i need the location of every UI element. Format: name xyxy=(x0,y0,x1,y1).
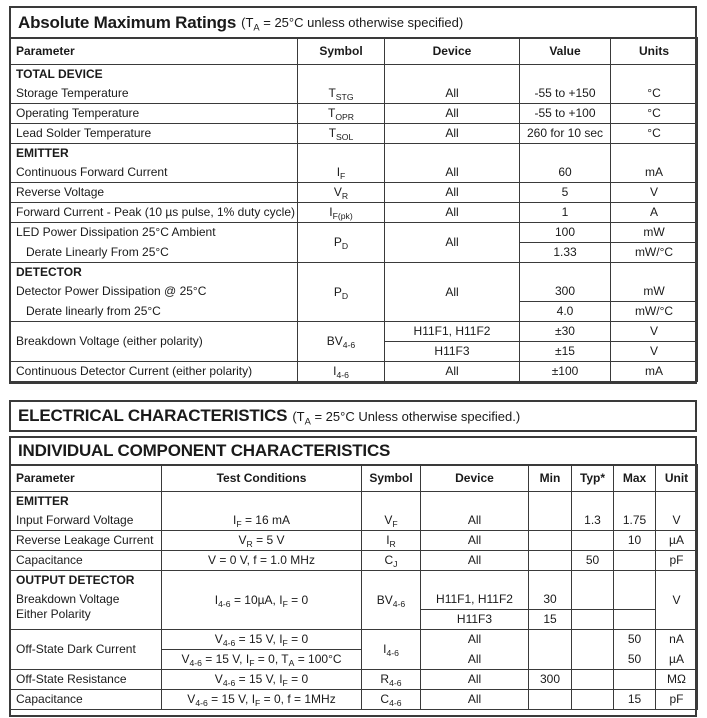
condition-cell xyxy=(162,630,362,650)
cond-prefix: (T xyxy=(292,408,305,424)
c-sub: 4-6 xyxy=(222,638,236,649)
sym-sub: SOL xyxy=(336,132,354,143)
empty-cell xyxy=(529,492,572,512)
value-cell: 300 xyxy=(520,282,611,302)
condition-cell xyxy=(162,650,362,670)
sym: BV xyxy=(376,592,393,607)
min-cell xyxy=(529,650,572,670)
symbol-cell xyxy=(298,183,385,203)
value-cell: 5 xyxy=(520,183,611,203)
table-row xyxy=(10,203,698,223)
sym: I xyxy=(329,205,333,219)
c: I xyxy=(214,592,219,607)
col-min: Min xyxy=(529,465,572,492)
max-cell xyxy=(614,551,656,571)
table-row xyxy=(10,531,698,551)
table-row xyxy=(10,551,698,571)
sym-sub: 4-6 xyxy=(336,370,349,381)
c: = 5 V xyxy=(252,533,285,547)
symbol-cell xyxy=(298,104,385,124)
symbol-cell xyxy=(298,163,385,183)
typ-cell xyxy=(572,531,614,551)
sym-sub: 4-6 xyxy=(342,340,356,351)
device-cell: All xyxy=(421,670,529,690)
empty-cell xyxy=(614,492,656,512)
c: = 0, f = 1MHz xyxy=(260,692,336,706)
param-cell: Reverse Voltage xyxy=(10,183,298,203)
c: = 15 V, I xyxy=(207,692,256,706)
c-sub: 4-6 xyxy=(222,678,236,689)
header-row xyxy=(10,465,698,492)
empty-cell xyxy=(572,492,614,512)
c: = 0 xyxy=(287,672,309,686)
symbol-cell xyxy=(362,531,421,551)
unit-cell: V xyxy=(611,342,698,362)
empty-cell xyxy=(611,65,698,85)
condition-cell: V = 0 V, f = 1.0 MHz xyxy=(162,551,362,571)
table-row xyxy=(10,104,698,124)
device-cell: All xyxy=(385,84,520,104)
typ-cell: 50 xyxy=(572,551,614,571)
c-sub: 4-6 xyxy=(218,598,231,609)
c: = 0, T xyxy=(254,652,289,666)
col-test-conditions: Test Conditions xyxy=(162,465,362,492)
min-cell: 15 xyxy=(529,610,572,630)
empty-cell xyxy=(362,492,421,512)
table-row xyxy=(10,183,698,203)
col-units: Units xyxy=(611,38,698,65)
header-row xyxy=(10,38,698,65)
individual-table xyxy=(9,464,698,710)
symbol-cell xyxy=(298,124,385,144)
param-cell: Reverse Leakage Current xyxy=(10,531,162,551)
symbol-cell xyxy=(298,84,385,104)
col-symbol: Symbol xyxy=(298,38,385,65)
c: = 0 xyxy=(287,632,309,646)
unit-cell: µA xyxy=(656,531,698,551)
c: = 15 V, I xyxy=(201,652,250,666)
unit-cell: nA xyxy=(656,630,698,650)
c: V xyxy=(214,632,223,646)
unit-cell: mW/°C xyxy=(611,302,698,322)
section-total-device: TOTAL DEVICE xyxy=(10,65,298,85)
symbol-cell xyxy=(298,322,385,362)
device-cell: All xyxy=(385,203,520,223)
device-cell: All xyxy=(385,104,520,124)
param-cell: Breakdown Voltage (either polarity) xyxy=(10,322,298,362)
unit-cell: °C xyxy=(611,124,698,144)
empty-cell xyxy=(611,144,698,164)
param-cell: Continuous Forward Current xyxy=(10,163,298,183)
c-sub: F xyxy=(282,678,288,689)
empty-cell xyxy=(520,144,611,164)
value-cell: -55 to +150 xyxy=(520,84,611,104)
typ-cell xyxy=(572,690,614,710)
max-cell: 15 xyxy=(614,690,656,710)
c: V xyxy=(214,672,223,686)
table-row xyxy=(10,163,698,183)
cond-suffix: = 25°C Unless otherwise specified.) xyxy=(310,408,521,424)
unit-cell: pF xyxy=(656,690,698,710)
param-cell: Off-State Dark Current xyxy=(10,630,162,670)
unit-cell: mA xyxy=(611,362,698,382)
max-cell: 50 xyxy=(614,650,656,670)
value-cell: 4.0 xyxy=(520,302,611,322)
device-cell: All xyxy=(385,223,520,263)
sym-sub: 4-6 xyxy=(392,598,406,609)
typ-cell: 1.3 xyxy=(572,511,614,531)
max-cell xyxy=(614,590,656,610)
value-cell: ±30 xyxy=(520,322,611,342)
unit-cell: mA xyxy=(611,163,698,183)
unit-cell: MΩ xyxy=(656,670,698,690)
sym: I xyxy=(336,165,341,179)
abs-max-table xyxy=(9,37,698,382)
device-cell: All xyxy=(385,163,520,183)
sym-sub: 4-6 xyxy=(386,648,399,659)
empty-cell xyxy=(421,571,529,591)
unit-cell: V xyxy=(656,571,698,630)
sym: I xyxy=(333,364,337,378)
col-device: Device xyxy=(385,38,520,65)
value-cell: 260 for 10 sec xyxy=(520,124,611,144)
section-emitter: EMITTER xyxy=(10,492,162,512)
unit-cell: mW xyxy=(611,223,698,243)
param-cell: Off-State Resistance xyxy=(10,670,162,690)
unit-cell: °C xyxy=(611,84,698,104)
value-cell: 60 xyxy=(520,163,611,183)
condition-cell xyxy=(162,511,362,531)
table-row xyxy=(10,670,698,690)
unit-cell: mW xyxy=(611,282,698,302)
electrical-title: ELECTRICAL CHARACTERISTICS xyxy=(18,406,288,425)
param-cell: Operating Temperature xyxy=(10,104,298,124)
device-cell: All xyxy=(421,551,529,571)
min-cell xyxy=(529,511,572,531)
symbol-cell xyxy=(362,630,421,670)
device-cell: H11F3 xyxy=(421,610,529,630)
unit-cell: µA xyxy=(656,650,698,670)
typ-cell xyxy=(572,650,614,670)
col-parameter: Parameter xyxy=(10,465,162,492)
param-cell: Input Forward Voltage xyxy=(10,511,162,531)
sym: C xyxy=(384,553,394,567)
device-cell: All xyxy=(385,263,520,322)
empty-cell xyxy=(385,144,520,164)
sym: P xyxy=(333,284,342,299)
abs-max-title: Absolute Maximum Ratings xyxy=(18,12,237,32)
col-symbol: Symbol xyxy=(362,465,421,492)
sym-sub: 4-6 xyxy=(389,698,402,709)
section-row xyxy=(10,65,698,85)
sym: I xyxy=(386,533,390,547)
condition-cell xyxy=(162,571,362,630)
value-cell: 1.33 xyxy=(520,243,611,263)
section-detector: DETECTOR xyxy=(10,263,298,283)
sym: V xyxy=(384,513,393,527)
symbol-cell xyxy=(298,203,385,223)
sym: R xyxy=(380,672,390,686)
col-typ: Typ* xyxy=(572,465,614,492)
max-cell: 1.75 xyxy=(614,511,656,531)
device-cell: All xyxy=(421,630,529,650)
unit-cell: V xyxy=(656,511,698,531)
empty-cell xyxy=(162,492,362,512)
sym-sub: OPR xyxy=(335,112,355,123)
cond-suffix: = 25°C unless otherwise specified) xyxy=(259,15,464,30)
empty-cell xyxy=(298,144,385,164)
param-cell: LED Power Dissipation 25°C Ambient xyxy=(10,223,298,243)
param-cell xyxy=(10,590,162,630)
condition-cell xyxy=(162,690,362,710)
max-cell xyxy=(614,610,656,630)
symbol-cell xyxy=(298,263,385,322)
param-cell: Capacitance xyxy=(10,690,162,710)
empty-cell xyxy=(572,571,614,591)
param-cell: Lead Solder Temperature xyxy=(10,124,298,144)
table-row xyxy=(10,124,698,144)
min-cell xyxy=(529,630,572,650)
sym: V xyxy=(333,185,342,199)
c: = 15 V, I xyxy=(235,672,283,686)
typ-cell xyxy=(572,590,614,610)
device-cell: H11F3 xyxy=(385,342,520,362)
min-cell xyxy=(529,690,572,710)
param-cell: Forward Current - Peak (10 µs pulse, 1% duty cycle) xyxy=(10,203,298,223)
device-cell: All xyxy=(421,690,529,710)
device-cell: H11F1, H11F2 xyxy=(385,322,520,342)
symbol-cell xyxy=(362,571,421,630)
value-cell: -55 to +100 xyxy=(520,104,611,124)
param-cell: Derate Linearly From 25°C xyxy=(10,243,298,263)
c-sub: 4-6 xyxy=(195,698,208,709)
electrical-title-bar xyxy=(9,400,697,432)
param-line: Breakdown Voltage xyxy=(16,592,120,606)
col-max: Max xyxy=(614,465,656,492)
symbol-cell xyxy=(362,690,421,710)
c: V xyxy=(238,533,247,547)
table-row xyxy=(10,223,698,243)
value-cell: ±100 xyxy=(520,362,611,382)
col-parameter: Parameter xyxy=(10,38,298,65)
sym-sub: F(pk) xyxy=(332,211,353,222)
param-line: Either Polarity xyxy=(16,607,91,621)
min-cell xyxy=(529,531,572,551)
param-cell: Detector Power Dissipation @ 25°C xyxy=(10,282,298,302)
table-row xyxy=(10,511,698,531)
table-row xyxy=(10,362,698,382)
symbol-cell xyxy=(298,362,385,382)
c-sub: R xyxy=(246,539,253,550)
table-row xyxy=(10,690,698,710)
sym-sub: F xyxy=(392,519,398,530)
condition-cell xyxy=(162,670,362,690)
sym-sub: J xyxy=(393,559,398,570)
section-emitter: EMITTER xyxy=(10,144,298,164)
unit-cell: V xyxy=(611,183,698,203)
section-row xyxy=(10,144,698,164)
individual-title-bar xyxy=(9,436,697,466)
max-cell: 50 xyxy=(614,630,656,650)
device-cell: All xyxy=(385,362,520,382)
device-cell: All xyxy=(385,124,520,144)
symbol-cell xyxy=(362,511,421,531)
value-cell: ±15 xyxy=(520,342,611,362)
empty-cell xyxy=(614,571,656,591)
empty-cell xyxy=(529,571,572,591)
empty-cell xyxy=(385,65,520,85)
col-unit: Unit xyxy=(656,465,698,492)
device-cell: H11F1, H11F2 xyxy=(421,590,529,610)
sym-sub: D xyxy=(341,241,349,252)
c-sub: F xyxy=(282,598,288,609)
sym-sub: D xyxy=(341,290,349,301)
param-cell: Continuous Detector Current (either polarity) xyxy=(10,362,298,382)
c: I xyxy=(233,513,237,527)
electrical-condition xyxy=(292,409,520,424)
c-sub: F xyxy=(236,519,242,530)
max-cell: 10 xyxy=(614,531,656,551)
unit-cell: V xyxy=(611,322,698,342)
value-cell: 1 xyxy=(520,203,611,223)
col-value: Value xyxy=(520,38,611,65)
sym: C xyxy=(380,692,390,706)
device-cell: All xyxy=(421,650,529,670)
sym-sub: R xyxy=(341,191,349,202)
c: = 0 xyxy=(287,592,309,607)
min-cell: 30 xyxy=(529,590,572,610)
cond-prefix: (T xyxy=(241,15,254,30)
device-cell: All xyxy=(421,531,529,551)
symbol-cell xyxy=(362,551,421,571)
c-sub: F xyxy=(255,698,261,709)
table-row xyxy=(10,630,698,650)
empty-cell xyxy=(656,492,698,512)
typ-cell xyxy=(572,670,614,690)
param-cell: Storage Temperature xyxy=(10,84,298,104)
section-row xyxy=(10,492,698,512)
empty-cell xyxy=(611,263,698,283)
c-sub: 4-6 xyxy=(189,658,202,669)
cond-sub: A xyxy=(304,415,311,426)
sym-sub: 4-6 xyxy=(389,678,402,689)
empty-cell xyxy=(520,65,611,85)
sym-sub: F xyxy=(340,171,346,182)
empty-cell xyxy=(421,492,529,512)
c-sub: F xyxy=(282,638,288,649)
c: = 100°C xyxy=(294,652,342,666)
sym: T xyxy=(328,86,336,100)
c: V xyxy=(187,692,196,706)
c: V xyxy=(181,652,190,666)
symbol-cell xyxy=(362,670,421,690)
unit-cell: pF xyxy=(656,551,698,571)
c-sub: F xyxy=(249,658,255,669)
value-cell: 100 xyxy=(520,223,611,243)
c: = 15 V, I xyxy=(235,632,283,646)
unit-cell: A xyxy=(611,203,698,223)
abs-max-condition xyxy=(241,15,464,33)
empty-cell xyxy=(520,263,611,283)
sym-sub: STG xyxy=(335,92,354,103)
symbol-cell xyxy=(298,223,385,263)
abs-max-title-bar xyxy=(9,6,697,39)
sym: T xyxy=(328,126,337,140)
min-cell xyxy=(529,551,572,571)
typ-cell xyxy=(572,610,614,630)
condition-cell xyxy=(162,531,362,551)
typ-cell xyxy=(572,630,614,650)
device-cell: All xyxy=(385,183,520,203)
param-cell: Derate linearly from 25°C xyxy=(10,302,298,322)
section-row xyxy=(10,263,698,283)
section-row xyxy=(10,571,698,591)
param-cell: Capacitance xyxy=(10,551,162,571)
sym: T xyxy=(327,106,336,120)
sym-sub: R xyxy=(389,539,396,550)
unit-cell: °C xyxy=(611,104,698,124)
col-device: Device xyxy=(421,465,529,492)
c-sub: A xyxy=(288,658,295,669)
individual-title: INDIVIDUAL COMPONENT CHARACTERISTICS xyxy=(18,441,391,460)
sym: P xyxy=(333,235,342,249)
sym: I xyxy=(383,642,387,656)
table-row xyxy=(10,84,698,104)
max-cell xyxy=(614,670,656,690)
c: = 16 mA xyxy=(241,513,290,527)
unit-cell: mW/°C xyxy=(611,243,698,263)
section-output-detector: OUTPUT DETECTOR xyxy=(10,571,162,591)
device-cell: All xyxy=(421,511,529,531)
empty-cell xyxy=(298,65,385,85)
sym: BV xyxy=(326,334,343,348)
min-cell: 300 xyxy=(529,670,572,690)
c: = 10µA, I xyxy=(230,592,283,607)
cond-sub: A xyxy=(253,22,260,33)
table-row xyxy=(10,322,698,342)
